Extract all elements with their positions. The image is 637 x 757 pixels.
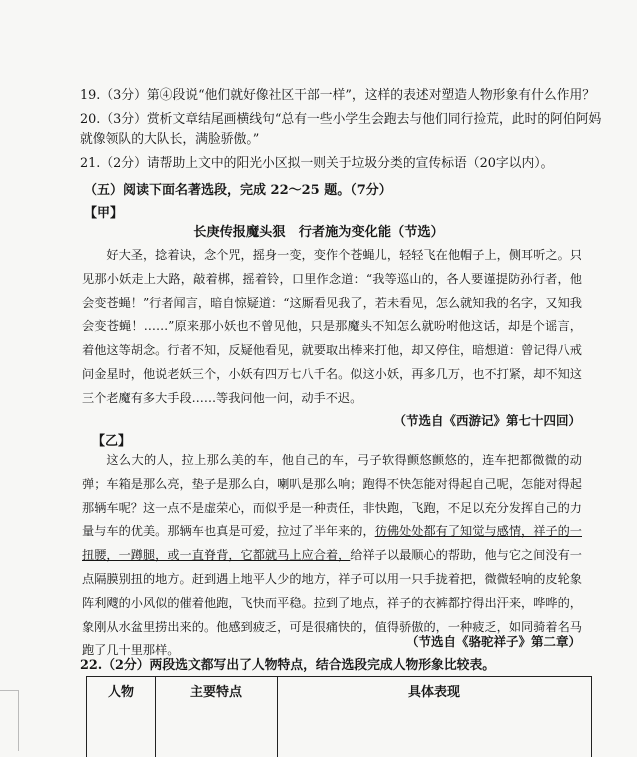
question-21: 21.（2分）请帮助上文中的阳光小区拟一则关于垃圾分类的宣传标语（20字以内）。 — [80, 156, 554, 171]
question-20-line2: 就像领队的大队长，满脸骄傲。” — [80, 132, 260, 147]
yi-label: 【乙】 — [92, 434, 132, 449]
question-20-line1: 20.（3分）赏析文章结尾画横线句“总有一些小学生会跑去与他们同行捡荒，此时的阿伯阿妈 — [80, 112, 602, 127]
jia-source: （节选自《西游记》第七十四回） — [393, 413, 581, 428]
section-5-heading: （五）阅读下面名著选段，完成 22～25 题。（7分） — [84, 183, 392, 198]
table-header-character: 人物 — [87, 677, 156, 757]
table-header-main-traits: 主要特点 — [155, 677, 278, 757]
jia-passage — [82, 244, 582, 411]
question-22: 22.（2分）两段选文都写出了人物特点，结合选段完成人物形象比较表。 — [80, 658, 496, 673]
yi-text-underlined: 彷佛处处都有了知觉与感情，祥子的一扭腰，一蹲腿，或一直脊背，它都就马上应合着， — [82, 524, 582, 563]
jia-label: 【甲】 — [84, 206, 124, 221]
jia-title: 长庚传报魔头狠 行者施为变化能（节选） — [193, 225, 444, 240]
table-header-specific-performance: 具体表现 — [407, 685, 460, 700]
yi-text-after: 给祥子以最顺心的帮助，他与它之间没有一点隔膜别扭的地方。赶到遇上地平人少的地方，祥子可以用一只手拢着把，微微轻响的皮轮象阵利飕的小风似的催着他跑，飞快而平稳。拉到了地点，祥子的衣裤都拧得出汗来，哗哗的，象刚从水盆里捞出来的。他感到疲乏，可是很痛快的，值得骄傲的，一种疲乏，如同骑着名马跑了几十里那样。 — [82, 548, 582, 658]
jia-passage-text: 好大圣，捻着诀，念个咒，摇身一变，变作个苍蝇儿，轻轻飞在他帽子上，侧耳听之。只见那小妖走上大路，敲着梆，摇着铃，口里作念道：“我等巡山的，各人要谨提防孙行者，他会变苍蝇！”行者闻言，暗自惊疑道：“这厮看见我了，若未看见，怎么就知我的名字，又知我会变苍蝇！……”原来那小妖也不曾见他，只是那魔头不知怎么就吩咐他这话，却是个谣言，着他这等胡念。行者不知，反疑他看见，就要取出棒来打他，却又停住，暗想道：曾记得八戒问金星时，他说老妖三个，小妖有四万七八千名。似这小妖，再多几万，也不打紧，却不知这三个老魔有多大手段……等我问他一问，动手不迟。 — [82, 248, 582, 405]
page-edge-mark — [0, 690, 19, 751]
question-19: 19.（3分）第④段说“他们就好像社区干部一样”，这样的表述对塑造人物形象有什么作用？ — [80, 88, 596, 103]
yi-text-before: 这么大的人，拉上那么美的车，他自己的车，弓子软得颤悠颤悠的，连车把都微微的动弹；车箱是那么亮，垫子是那么白，喇叭是那么响；跑得不快怎能对得起自己呢，怎能对得起那辆车呢？这一点不是虚荣心，而似乎是一种责任，非快跑，飞跑，不足以充分发挥自己的力量与车的优美。那辆车也真是可爱，拉过了半年来的， — [82, 453, 582, 539]
yi-source: （节选自《骆驼祥子》第二章） — [405, 634, 581, 649]
comparison-table — [86, 676, 592, 757]
